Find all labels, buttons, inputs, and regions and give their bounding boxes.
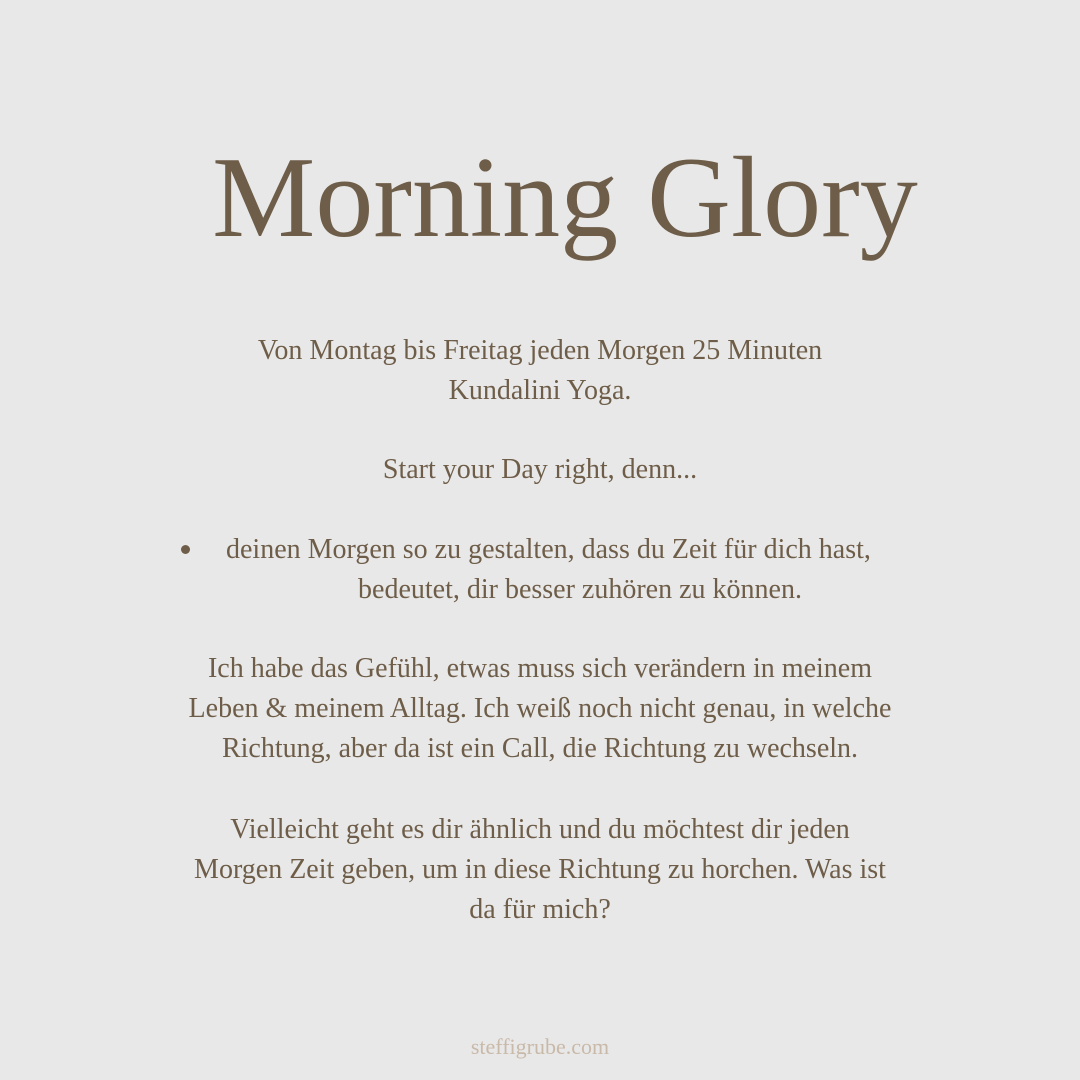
bullet-line: deinen Morgen so zu gestalten, dass du Zeit für dich hast,: [226, 534, 871, 565]
invite-line: Morgen Zeit geben, um in diese Richtung zu horchen. Was ist: [194, 854, 886, 885]
tagline-text: Start your Day right, denn...: [382, 454, 698, 485]
tagline: [0, 450, 1080, 490]
feeling-line: Leben & meinem Alltag. Ich weiß noch nicht genau, in welche: [188, 693, 892, 724]
invite-line: Vielleicht geht es dir ähnlich und du möchtest dir jeden: [230, 814, 850, 845]
invite-paragraph: [0, 810, 1080, 930]
intro-line: Kundalini Yoga.: [448, 375, 632, 406]
page-title: Morning Glory: [212, 134, 918, 262]
intro-paragraph: [0, 331, 1080, 411]
bullet-line: bedeutet, dir besser zuhören zu können.: [358, 574, 802, 605]
feeling-line: Richtung, aber da ist ein Call, die Richtung zu wechseln.: [221, 733, 859, 764]
invite-line: da für mich?: [469, 894, 611, 925]
intro-line: Von Montag bis Freitag jeden Morgen 25 Minuten: [257, 335, 823, 366]
feeling-line: Ich habe das Gefühl, etwas muss sich verändern in meinem: [207, 653, 872, 684]
feeling-paragraph: [0, 649, 1080, 769]
website-link[interactable]: steffigrube.com: [470, 1034, 610, 1059]
bullet-dot-icon: [181, 545, 190, 554]
